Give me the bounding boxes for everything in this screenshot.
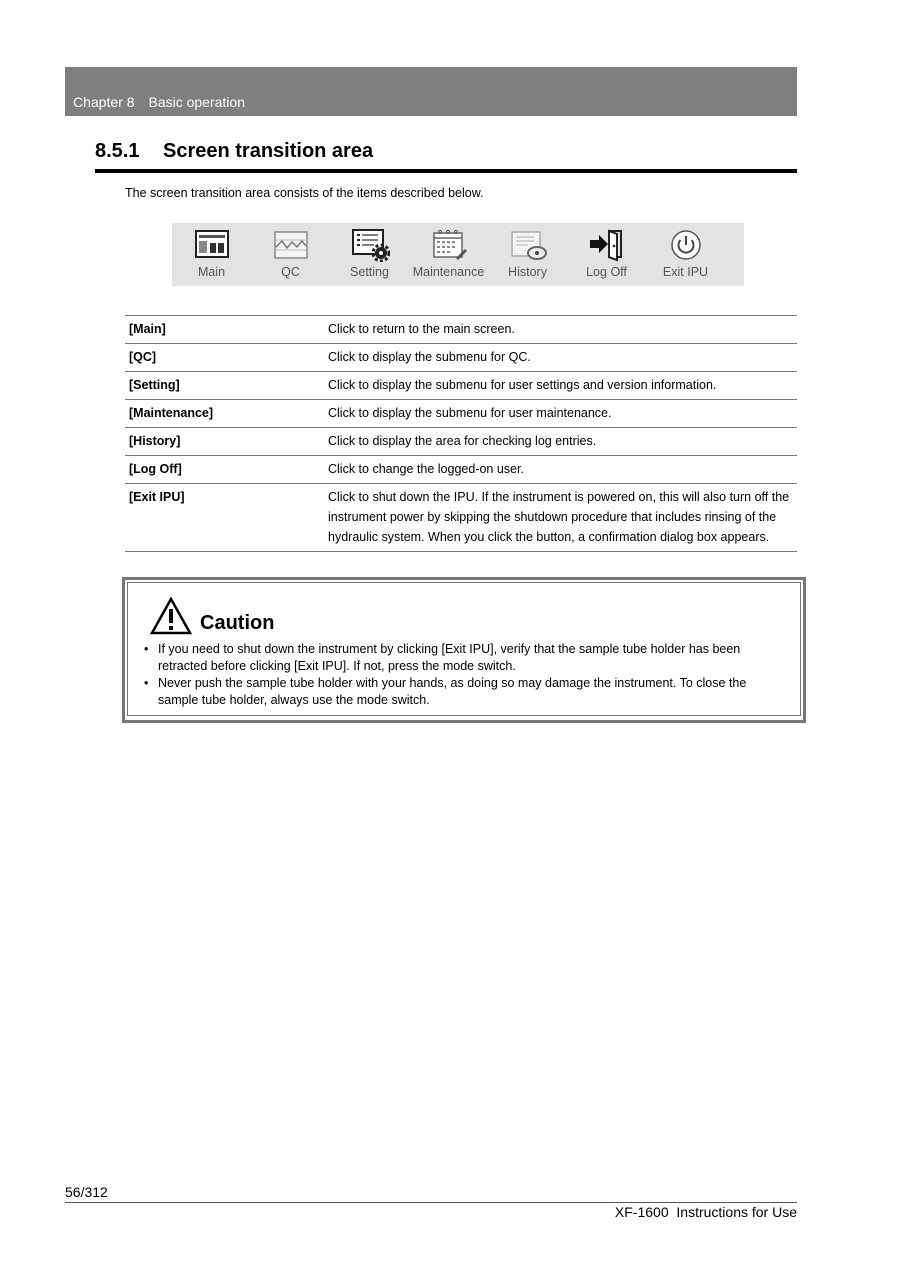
chapter-title: Basic operation	[148, 94, 245, 110]
list-item: • If you need to shut down the instrument by clicking [Exit IPU], verify that the sample tube holder has been retracted before clicking [Exit IPU]. If not, press the mode switch.	[142, 641, 788, 675]
intro-text: The screen transition area consists of the items described below.	[125, 186, 484, 200]
item-name: [Main]	[125, 316, 324, 344]
document-title: XF-1600 Instructions for Use	[614, 1204, 797, 1220]
qc-icon	[271, 228, 311, 262]
item-description: Click to change the logged-on user.	[324, 456, 797, 484]
table-row	[125, 484, 797, 552]
footer-divider	[65, 1202, 797, 1203]
main-label: Main	[197, 265, 226, 279]
item-name: [Log Off]	[125, 456, 324, 484]
setting-label: Setting	[350, 265, 389, 279]
chapter-heading	[73, 94, 245, 110]
table-row	[125, 344, 797, 372]
main-icon	[192, 228, 232, 262]
item-name: [Maintenance]	[125, 400, 324, 428]
section-number: 8.5.1	[95, 140, 140, 162]
log-off-label: Log Off	[586, 265, 627, 279]
main-button[interactable]	[172, 223, 251, 286]
chapter-number: Chapter 8	[73, 94, 135, 110]
item-description: Click to display the submenu for user maintenance.	[324, 400, 797, 428]
exit-ipu-label: Exit IPU	[662, 265, 709, 279]
table-row	[125, 428, 797, 456]
items-table	[125, 315, 797, 552]
chapter-header	[65, 67, 797, 116]
item-name: [Setting]	[125, 372, 324, 400]
item-name: [Exit IPU]	[125, 484, 324, 552]
setting-icon	[350, 228, 390, 262]
list-item: • Never push the sample tube holder with your hands, as doing so may damage the instrument. To close the sample tube holder, always use the mode switch.	[142, 675, 788, 709]
setting-button[interactable]	[330, 223, 409, 286]
item-description: Click to display the submenu for QC.	[324, 344, 797, 372]
history-button[interactable]	[488, 223, 567, 286]
history-label: History	[508, 265, 547, 279]
maintenance-button[interactable]	[409, 223, 488, 286]
log-off-icon	[587, 228, 627, 262]
power-icon	[666, 228, 706, 262]
item-description: Click to shut down the IPU. If the instrument is powered on, this will also turn off the instrument power by skipping the shutdown procedure that includes rinsing of the hydraulic system. When you click the button, a confirmation dialog box appears.	[324, 484, 797, 552]
caution-title: Caution	[200, 612, 275, 634]
item-description: Click to return to the main screen.	[324, 316, 797, 344]
section-title: Screen transition area	[163, 140, 374, 162]
page-number: 56/312	[65, 1184, 108, 1200]
caution-list	[142, 641, 788, 709]
caution-box-inner	[127, 582, 801, 716]
screen-transition-toolbar	[172, 223, 744, 286]
table-row	[125, 400, 797, 428]
history-icon	[508, 228, 548, 262]
caution-box	[122, 577, 806, 723]
table-row	[125, 316, 797, 344]
table-row	[125, 456, 797, 484]
item-description: Click to display the area for checking log entries.	[324, 428, 797, 456]
log-off-button[interactable]	[567, 223, 646, 286]
maintenance-icon	[429, 228, 469, 262]
qc-label: QC	[281, 265, 300, 279]
item-name: [History]	[125, 428, 324, 456]
qc-button[interactable]	[251, 223, 330, 286]
item-description: Click to display the submenu for user settings and version information.	[324, 372, 797, 400]
caution-heading	[150, 597, 274, 635]
section-heading	[95, 140, 797, 173]
item-name: [QC]	[125, 344, 324, 372]
warning-icon	[150, 597, 192, 635]
exit-ipu-button[interactable]	[646, 223, 725, 286]
table-row	[125, 372, 797, 400]
maintenance-label: Maintenance	[412, 265, 485, 279]
